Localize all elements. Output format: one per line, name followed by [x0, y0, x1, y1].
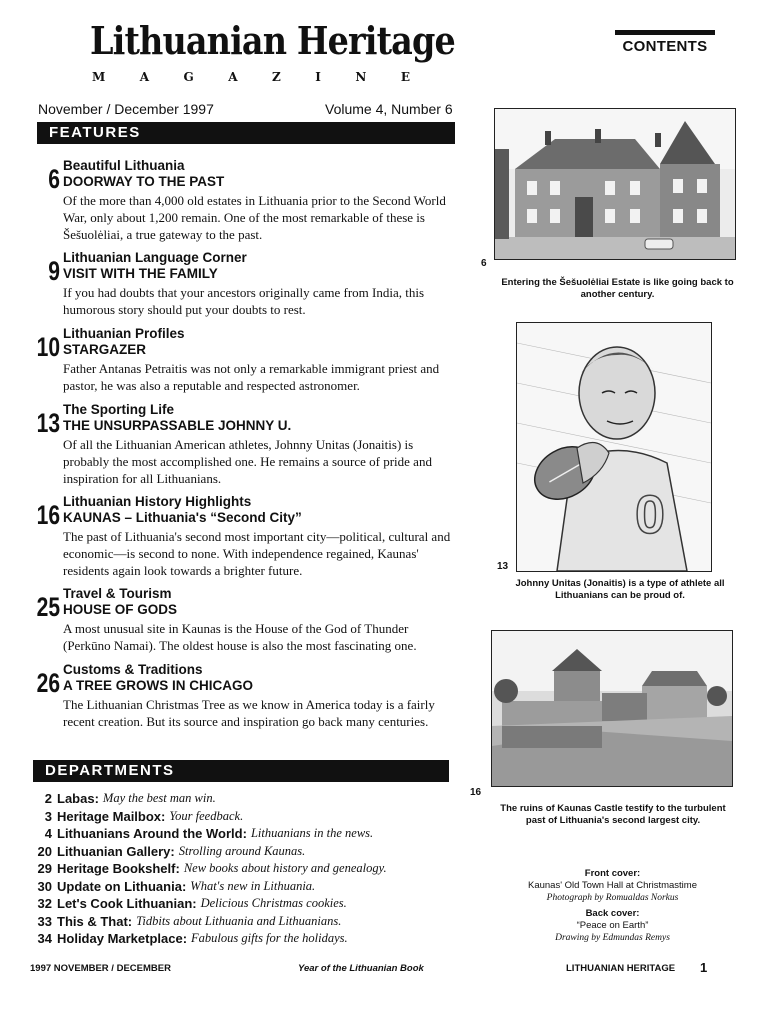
photo-page-number: 13 [497, 561, 509, 572]
subtitle-letter: M [92, 70, 106, 84]
feature-section: Customs & Traditions [63, 662, 203, 677]
department-name: This & That: [57, 913, 133, 929]
department-name: Labas: [57, 791, 99, 806]
department-item[interactable] [30, 808, 460, 826]
department-item[interactable] [30, 930, 460, 948]
feature-section: The Sporting Life [63, 402, 174, 417]
department-page: 32 [37, 896, 52, 911]
magazine-title: Lithuanian Heritage [90, 18, 455, 63]
subtitle-letter: I [315, 70, 321, 84]
department-name: Holiday Marketplace: [57, 931, 188, 946]
subtitle-letter: E [400, 70, 410, 84]
feature-description: Father Antanas Petraitis was not only a remarkable immigrant priest and pastor, he was also a reputable and respected astronomer. [63, 361, 440, 393]
feature-description: A most unusual site in Kaunas is the House of the God of Thunder (Perkūno Namai). The oldest house is also the most fascinating one. [63, 621, 417, 653]
department-item[interactable] [30, 895, 460, 913]
department-page: 3 [44, 808, 52, 824]
department-description: Tidbits about Lithuania and Lithuanians. [136, 913, 342, 928]
department-name: Update on Lithuania: [57, 878, 187, 894]
department-name: Lithuanian Gallery: [57, 843, 175, 859]
contents-rule [615, 30, 715, 35]
department-description: What's new in Lithuania. [190, 878, 316, 893]
department-page: 2 [44, 791, 52, 806]
feature-title: KAUNAS – Lithuania's “Second City” [63, 510, 302, 525]
issue-date: November / December 1997 [38, 101, 214, 117]
contents-heading: CONTENTS [622, 38, 708, 55]
department-item[interactable] [30, 913, 460, 931]
feature-page-number: 25 [36, 592, 61, 622]
department-name: Heritage Mailbox: [57, 808, 166, 824]
department-item[interactable] [30, 860, 460, 878]
photo-page-number: 16 [470, 787, 482, 798]
feature-title: A TREE GROWS IN CHICAGO [63, 678, 254, 693]
photo-caption: Johnny Unitas (Jonaitis) is a type of athlete all Lithuanians can be proud of. [515, 578, 725, 601]
feature-entry[interactable] [30, 250, 455, 318]
department-description: May the best man win. [102, 791, 216, 805]
feature-section: Beautiful Lithuania [63, 158, 185, 173]
feature-page-number: 26 [36, 668, 61, 698]
photo-page-number: 6 [481, 258, 487, 269]
subtitle-letter: A [228, 70, 238, 84]
magazine-subtitle [92, 70, 410, 84]
department-item[interactable] [30, 790, 460, 808]
castle-photo-image [492, 631, 732, 786]
subtitle-letter: Z [272, 70, 281, 84]
department-page: 34 [37, 931, 52, 946]
feature-title: HOUSE OF GODS [63, 602, 178, 617]
feature-page-number: 16 [36, 500, 61, 530]
footer-tagline: Year of the Lithuanian Book [298, 963, 424, 974]
feature-description: The Lithuanian Christmas Tree as we know in America today is a fairly recent creation. But its source and inspiration go back many centuries. [63, 697, 435, 729]
feature-entry[interactable] [30, 326, 455, 394]
feature-section: Lithuanian History Highlights [63, 494, 252, 509]
department-name: Let's Cook Lithuanian: [57, 896, 197, 911]
department-item[interactable] [30, 843, 460, 861]
feature-description: Of all the Lithuanian American athletes, Johnny Unitas (Jonaitis) is probably the most accomplished one. He remains a source of pride and inspiration for all Lithuanians. [63, 437, 432, 486]
feature-section: Travel & Tourism [63, 586, 172, 601]
department-description: Fabulous gifts for the holidays. [191, 931, 348, 945]
castle-photo [491, 630, 733, 787]
svg-text:0: 0 [635, 485, 666, 545]
athlete-drawing-image [517, 323, 711, 571]
feature-entry[interactable] [30, 494, 455, 579]
feature-section: Lithuanian Profiles [63, 326, 185, 341]
feature-description: If you had doubts that your ancestors originally came from India, this humorous story should put your doubts to rest. [63, 285, 425, 317]
estate-photo-image [495, 109, 735, 259]
footer-magazine-name: LITHUANIAN HERITAGE [566, 963, 676, 974]
feature-entry[interactable] [30, 402, 455, 487]
photo-caption: Entering the Šešuolėliai Estate is like going back to another century. [501, 277, 734, 300]
front-cover-heading: Front cover: [584, 868, 641, 879]
front-cover-text: Kaunas' Old Town Hall at Christmastime [527, 880, 697, 891]
estate-photo [494, 108, 736, 260]
feature-title: VISIT WITH THE FAMILY [63, 266, 218, 281]
department-page: 33 [37, 913, 52, 929]
feature-page-number: 10 [36, 332, 61, 362]
department-name: Lithuanians Around the World: [57, 826, 247, 841]
feature-page-number: 9 [48, 256, 60, 286]
feature-description: Of the more than 4,000 old estates in Lithuania prior to the Second World War, only about 1,200 remain. One of the most remarkable of these is Šešuolėliai, a true gateway to the past. [63, 193, 446, 242]
departments-heading: DEPARTMENTS [33, 760, 449, 782]
feature-page-number: 13 [36, 408, 61, 438]
cover-credits [490, 868, 735, 944]
feature-title: DOORWAY TO THE PAST [63, 174, 225, 189]
back-cover-heading: Back cover: [585, 908, 640, 919]
feature-title: STARGAZER [63, 342, 146, 357]
department-item[interactable] [30, 878, 460, 896]
subtitle-letter: A [139, 70, 150, 84]
department-page: 4 [44, 826, 52, 841]
feature-entry[interactable] [30, 158, 455, 243]
feature-entry[interactable] [30, 586, 455, 654]
department-description: New books about history and genealogy. [183, 861, 387, 875]
photo-caption: The ruins of Kaunas Castle testify to the turbulent past of Lithuania's second largest city. [500, 803, 726, 826]
front-cover-credit: Photograph by Romualdas Norkus [546, 893, 679, 903]
subtitle-letter: G [183, 70, 194, 84]
department-name: Heritage Bookshelf: [57, 861, 180, 876]
feature-section: Lithuanian Language Corner [63, 250, 247, 265]
feature-description: The past of Lithuania's second most important city—political, cultural and economic—is second to none. With independence regained, Kaunas' residents again look towards a brighter future. [63, 529, 451, 578]
feature-page-number: 6 [48, 164, 60, 194]
department-description: Your feedback. [169, 808, 244, 823]
departments-list [30, 790, 460, 948]
footer-page-number: 1 [700, 960, 708, 975]
department-description: Delicious Christmas cookies. [200, 896, 347, 910]
feature-entry[interactable] [30, 662, 455, 730]
department-description: Strolling around Kaunas. [178, 843, 306, 858]
department-page: 30 [37, 878, 52, 894]
footer-date: 1997 NOVEMBER / DECEMBER [30, 963, 171, 974]
department-page: 20 [37, 843, 52, 859]
back-cover-credit: Drawing by Edmundas Remys [555, 933, 670, 943]
department-description: Lithuanians in the news. [250, 826, 374, 840]
subtitle-letter: N [355, 70, 367, 84]
athlete-drawing [516, 322, 712, 572]
back-cover-text: “Peace on Earth” [576, 920, 649, 931]
feature-title: THE UNSURPASSABLE JOHNNY U. [63, 418, 292, 433]
department-page: 29 [37, 861, 52, 876]
department-item[interactable] [30, 825, 460, 843]
issue-volume: Volume 4, Number 6 [325, 101, 453, 117]
features-heading: FEATURES [37, 122, 455, 144]
